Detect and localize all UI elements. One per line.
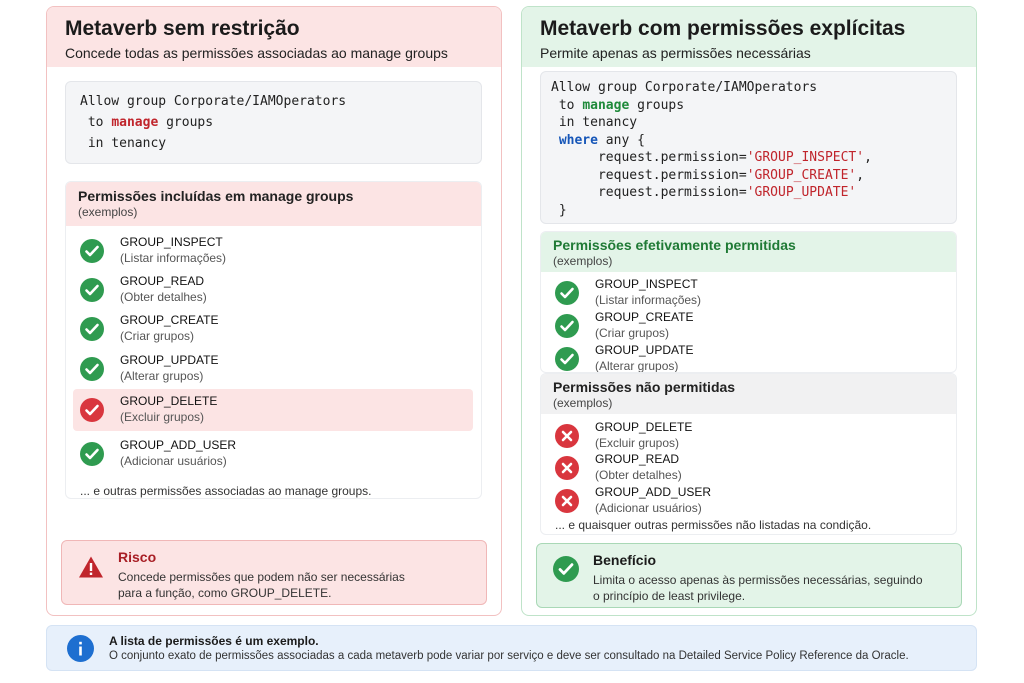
included-permissions-box [65, 181, 482, 499]
explicit-panel-header [522, 7, 976, 67]
permission-item: GROUP_READ (Obter detalhes) [547, 452, 947, 488]
permission-item: GROUP_CREATE (Criar grupos) [72, 313, 472, 349]
check-icon [80, 317, 104, 341]
more-permissions-note: ... e outras permissões associadas ao manage groups. [80, 484, 372, 498]
risk-callout [61, 540, 487, 605]
box-subtitle: (exemplos) [553, 396, 613, 410]
cross-icon [555, 456, 579, 480]
allowed-permissions-box [540, 231, 957, 373]
panel-subtitle: Concede todas as permissões associadas ao manage groups [65, 45, 448, 61]
policy-code-block [65, 81, 482, 164]
footer-text: O conjunto exato de permissões associadas a cada metaverb pode variar por serviço e deve ser consultado na Detailed Service Policy Reference da Oracle. [109, 650, 909, 662]
code-line: request.permission='GROUP_UPDATE' [597, 185, 857, 200]
check-icon [80, 357, 104, 381]
box-header [541, 374, 956, 414]
permission-item: GROUP_INSPECT (Listar informações) [547, 277, 947, 313]
info-icon [67, 635, 94, 662]
info-footer [46, 625, 977, 671]
code-line: to manage groups [87, 115, 214, 130]
code-line: in tenancy [87, 136, 167, 151]
policy-code-block [540, 71, 957, 224]
permission-item: GROUP_DELETE (Excluir grupos) [547, 420, 947, 456]
box-header [66, 182, 481, 226]
benefit-title: Benefício [593, 552, 657, 568]
check-icon [555, 314, 579, 338]
benefit-text: Limita o acesso apenas às permissões necessárias, seguindo o princípio de least privilege. [593, 573, 923, 603]
code-line: to manage groups [558, 97, 685, 113]
code-line: where any { [558, 132, 645, 148]
permission-item: GROUP_ADD_USER (Adicionar usuários) [547, 485, 947, 521]
permission-item: GROUP_CREATE (Criar grupos) [547, 310, 947, 346]
denied-permissions-box [540, 373, 957, 535]
cross-icon [555, 489, 579, 513]
panel-title: Metaverb com permissões explícitas [540, 17, 906, 40]
code-line: request.permission='GROUP_INSPECT', [597, 150, 872, 165]
permission-item-highlighted: GROUP_DELETE (Excluir grupos) [72, 394, 472, 430]
box-title: Permissões não permitidas [553, 379, 736, 395]
panel-subtitle: Permite apenas as permissões necessárias [540, 45, 811, 61]
permission-item: GROUP_INSPECT (Listar informações) [72, 235, 472, 271]
check-icon [80, 398, 104, 422]
risk-title: Risco [118, 549, 157, 565]
box-title: Permissões efetivamente permitidas [553, 237, 796, 253]
box-title: Permissões incluídas em manage groups [78, 188, 354, 204]
code-line: request.permission='GROUP_CREATE', [597, 167, 865, 183]
check-icon [80, 278, 104, 302]
box-header [541, 232, 956, 272]
permission-item: GROUP_UPDATE (Alterar grupos) [547, 343, 947, 373]
box-subtitle: (exemplos) [553, 254, 613, 268]
unrestricted-panel-header [47, 7, 501, 67]
cross-icon [555, 424, 579, 448]
code-line: Allow group Corporate/IAMOperators [551, 80, 818, 95]
warning-icon [78, 555, 104, 584]
permission-item: GROUP_ADD_USER (Adicionar usuários) [72, 438, 472, 474]
risk-text: Concede permissões que podem não ser necessárias para a função, como GROUP_DELETE. [118, 570, 405, 600]
code-line: Allow group Corporate/IAMOperators [80, 94, 347, 109]
check-icon [553, 556, 579, 582]
code-line: } [558, 202, 567, 218]
panel-title: Metaverb sem restrição [65, 17, 300, 40]
code-line: in tenancy [558, 115, 638, 130]
explicit-permissions-panel [521, 6, 977, 616]
check-icon [80, 239, 104, 263]
check-icon [555, 347, 579, 371]
check-icon [80, 442, 104, 466]
check-icon [555, 281, 579, 305]
permission-item: GROUP_READ (Obter detalhes) [72, 274, 472, 310]
benefit-callout [536, 543, 962, 608]
box-subtitle: (exemplos) [78, 205, 138, 219]
permission-item: GROUP_UPDATE (Alterar grupos) [72, 353, 472, 389]
footer-title: A lista de permissões é um exemplo. [109, 634, 319, 648]
unrestricted-panel [46, 6, 502, 616]
more-permissions-note: ... e quaisquer outras permissões não listadas na condição. [555, 518, 872, 532]
